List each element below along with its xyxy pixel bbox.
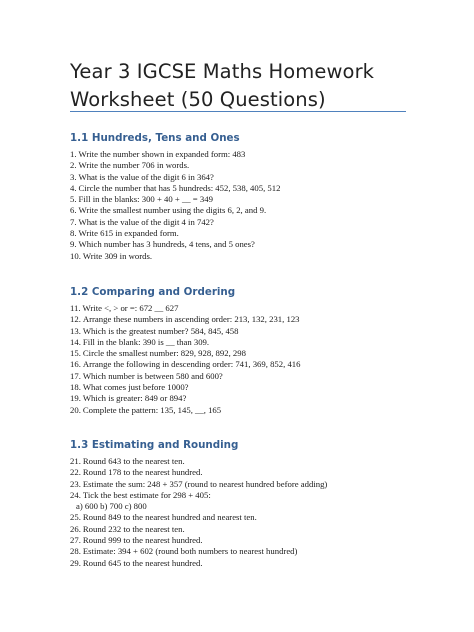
list-item [70,535,440,546]
question-number: 8. [70,228,77,239]
section-comparing-ordering [70,285,440,416]
question-text: Which number is between 580 and 600? [82,370,223,381]
question-text: Circle the number that has 5 hundreds: 452, 538, 405, 512 [78,182,281,193]
question-number: 7. [70,216,77,227]
title-divider [70,111,406,112]
question-text: Round 849 to the nearest hundred and nearest ten. [82,512,257,523]
section-estimating-rounding [70,438,440,569]
question-list [70,149,440,262]
question-text: Write 309 in words. [82,250,152,261]
question-number: 11. [70,303,81,313]
list-item [70,405,440,416]
list-item [70,393,440,404]
list-item [70,524,440,535]
page-title: Year 3 IGCSE Maths Homework Worksheet (50 Questions) [70,60,375,111]
question-text: Round 999 to the nearest hundred. [82,535,203,546]
list-item [70,314,440,325]
list-item [70,149,440,160]
question-text: Arrange these numbers in ascending order: 213, 132, 231, 123 [82,314,300,325]
list-item [70,359,440,370]
question-text: Fill in the blanks: 300 + 40 + __ = 349 [78,194,213,205]
list-item [70,251,440,262]
question-text: Round 643 to the nearest ten. [82,456,185,466]
question-text: What comes just before 1000? [82,382,189,393]
question-number: 1. [70,149,77,159]
question-number: 21. [70,456,81,466]
question-number: 26. [70,523,81,534]
question-text: Circle the smallest number: 829, 928, 892, 298 [82,348,246,359]
question-number: 16. [70,359,81,370]
question-text: Which number has 3 hundreds, 4 tens, and 5 ones? [78,239,255,250]
question-number: 3. [70,171,77,182]
question-text: Fill in the blank: 390 is __ than 309. [82,336,210,347]
list-item [70,558,440,569]
list-item [70,172,440,183]
list-item [70,490,440,501]
question-number: 15. [70,348,81,359]
list-item [70,467,440,478]
list-item [70,183,440,194]
question-list [70,303,440,416]
list-item [70,217,440,228]
list-item [70,348,440,359]
question-text: Arrange the following in descending order: 741, 369, 852, 416 [82,359,301,370]
question-number: 5. [70,194,77,205]
question-text: What is the value of the digit 4 in 742? [78,216,214,227]
list-item [70,228,440,239]
question-text: Complete the pattern: 135, 145, __, 165 [82,404,222,415]
question-text: Which is the greatest number? 584, 845, 458 [82,325,239,336]
question-number: 12. [70,314,81,325]
question-number: 24. [70,489,81,500]
list-item [70,205,440,216]
list-item [70,371,440,382]
question-text: What is the value of the digit 6 in 364? [78,171,214,182]
question-text: Which is greater: 849 or 894? [82,393,187,404]
list-item [70,512,440,523]
question-text: Estimate the sum: 248 + 357 (round to nearest hundred before adding) [82,478,328,489]
list-item [70,382,440,393]
question-number: 18. [70,382,81,393]
answer-options [70,501,440,512]
question-number: 17. [70,370,81,381]
question-number: 2. [70,160,77,171]
section-hundreds-tens-ones [70,131,440,262]
question-text: Round 178 to the nearest hundred. [82,467,203,478]
list-item [70,546,440,557]
question-text: Write <, > or =: 672 __ 627 [82,303,179,313]
list-item [70,160,440,171]
question-number: 9. [70,239,77,250]
question-number: 20. [70,404,81,415]
question-number: 23. [70,478,81,489]
question-number: 6. [70,205,77,216]
list-item [70,337,440,348]
section-heading: 1.1 Hundreds, Tens and Ones [70,132,240,144]
question-number: 28. [70,546,81,557]
question-text: Write the number 706 in words. [78,160,190,171]
section-heading: 1.3 Estimating and Rounding [70,439,239,451]
list-item [70,456,440,467]
question-number: 29. [70,557,81,568]
question-text: Write 615 in expanded form. [78,228,179,239]
question-text: Round 232 to the nearest ten. [82,523,185,534]
list-item [70,239,440,250]
question-number: 25. [70,512,81,523]
list-item [70,303,440,314]
question-number: 10. [70,250,81,261]
question-text: a) 600 b) 700 c) 800 [76,501,147,512]
list-item [70,326,440,337]
question-text: Write the smallest number using the digits 6, 2, and 9. [78,205,267,216]
question-number: 27. [70,535,81,546]
question-number: 19. [70,393,81,404]
question-text: Write the number shown in expanded form: 483 [78,149,246,159]
list-item [70,479,440,490]
question-text: Estimate: 394 + 602 (round both numbers to nearest hundred) [82,546,298,557]
question-number: 4. [70,182,77,193]
question-text: Tick the best estimate for 298 + 405: [82,489,211,500]
list-item [70,194,440,205]
question-number: 13. [70,325,81,336]
question-list [70,456,440,569]
section-heading: 1.2 Comparing and Ordering [70,286,236,298]
question-number: 14. [70,336,81,347]
question-text: Round 645 to the nearest hundred. [82,557,203,568]
question-number: 22. [70,467,81,478]
